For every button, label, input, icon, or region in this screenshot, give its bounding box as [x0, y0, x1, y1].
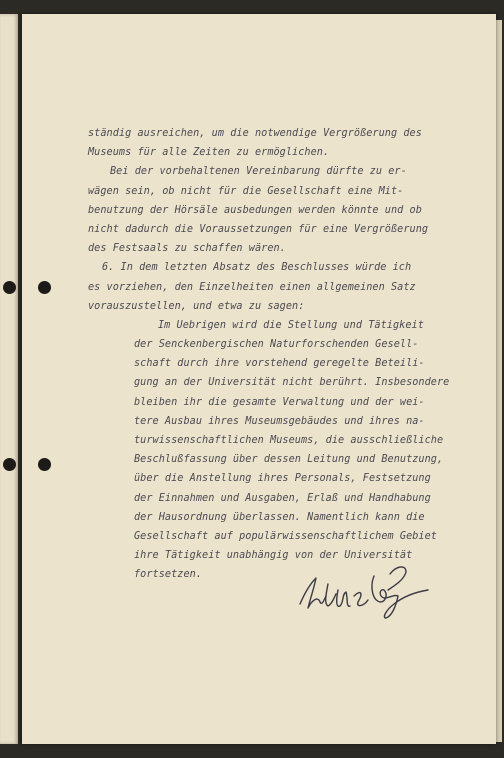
punch-hole-bottom	[3, 458, 16, 471]
text-line: vorauszustellen, und etwa zu sagen:	[88, 300, 305, 312]
paragraph-3	[88, 258, 470, 316]
text-line: bleiben ihr die gesamte Verwaltung und der wei-	[134, 396, 425, 408]
text-line: fortsetzen.	[134, 569, 203, 581]
back-sheet-edge	[496, 20, 502, 742]
text-line: Museums für alle Zeiten zu ermöglichen.	[88, 147, 330, 159]
text-line: 6. In dem letzten Absatz des Beschlusses würde ich	[102, 262, 412, 274]
text-line: über die Anstellung ihres Personals, Festsetzung	[134, 473, 431, 485]
text-line: tere Ausbau ihres Museumsgebäudes und ihres na-	[134, 415, 425, 427]
text-line: wägen sein, ob nicht für die Gesellschaft eine Mit-	[88, 185, 404, 197]
quoted-clause	[88, 316, 470, 585]
text-line: der Einnahmen und Ausgaben, Erlaß und Handhabung	[134, 492, 431, 504]
text-line: Bei der vorbehaltenen Vereinbarung dürfte zu er-	[110, 166, 407, 178]
text-line: ständig ausreichen, um die notwendige Vergrößerung des	[88, 128, 422, 139]
text-line: benutzung der Hörsäle ausbedungen werden könnte und ob	[88, 204, 422, 216]
text-line: des Festsaals zu schaffen wären.	[88, 243, 286, 255]
text-line: schaft durch ihre vorstehend geregelte Beteili-	[134, 358, 425, 370]
text-line: der Hausordnung überlassen. Namentlich kann die	[134, 511, 425, 523]
text-line: nicht dadurch die Voraussetzungen für eine Vergrößerung	[88, 223, 429, 235]
text-line: Im Uebrigen wird die Stellung und Tätigkeit	[158, 319, 424, 331]
typewritten-text	[88, 124, 470, 585]
text-line: es vorziehen, den Einzelheiten einen allgemeinen Satz	[88, 281, 416, 293]
punch-hole-top	[38, 281, 51, 294]
handwritten-signature	[294, 560, 432, 620]
text-line: gung an der Universität nicht berührt. Insbesondere	[134, 377, 450, 389]
underlying-sheet	[0, 14, 18, 744]
paragraph-1	[88, 124, 470, 162]
text-line: Beschlußfassung über dessen Leitung und Benutzung,	[134, 454, 444, 466]
text-line: Gesellschaft auf populärwissenschaftlichem Gebiet	[134, 530, 437, 542]
text-line: ihre Tätigkeit unabhängig von der Universität	[134, 550, 413, 562]
text-line: turwissenschaftlichen Museums, die ausschließliche	[134, 435, 444, 446]
paragraph-2	[88, 162, 470, 258]
punch-hole-bottom	[38, 458, 51, 471]
text-line: der Senckenbergischen Naturforschenden Gesell-	[134, 339, 419, 351]
punch-hole-top	[3, 281, 16, 294]
